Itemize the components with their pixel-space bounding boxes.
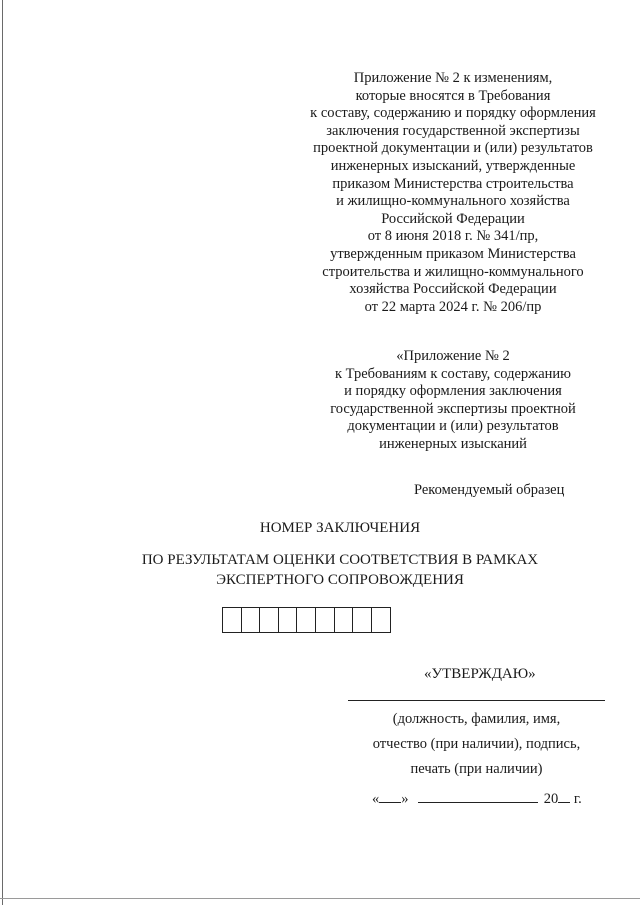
- number-title: НОМЕР ЗАКЛЮЧЕНИЯ: [259, 520, 421, 536]
- annex-header-line: хозяйства Российской Федерации: [349, 281, 557, 298]
- annex-header-line: Приложение № 2 к изменениям,: [353, 70, 553, 86]
- annex-header-line: от 22 марта 2024 г. № 206/пр: [364, 298, 542, 315]
- annex-header-line: от 8 июня 2018 г. № 341/пр,: [367, 228, 539, 245]
- date-line: [372, 788, 582, 808]
- date-open-quote: «: [372, 791, 380, 807]
- number-box[interactable]: [279, 608, 298, 632]
- annex-header-line: и жилищно-коммунального хозяйства: [336, 193, 570, 210]
- annex-header-line: к составу, содержанию и порядку оформления: [310, 105, 596, 122]
- conclusion-number-boxes[interactable]: [222, 607, 391, 633]
- month-blank[interactable]: [418, 788, 538, 803]
- annex-reference-line: и порядку оформления заключения: [344, 383, 562, 400]
- signature-caption-line: (должность, фамилия, имя,: [392, 711, 561, 727]
- signature-line[interactable]: [348, 700, 605, 701]
- annex-header-line: утвержденным приказом Министерства: [330, 245, 576, 262]
- number-box[interactable]: [316, 608, 335, 632]
- annex-header-line: проектной документации и (или) результатов: [313, 140, 593, 157]
- year-prefix: 20: [543, 791, 559, 807]
- number-box[interactable]: [372, 608, 391, 632]
- annex-header-line: заключения государственной экспертизы: [326, 122, 580, 139]
- annex-header-line: строительства и жилищно-коммунального: [322, 263, 584, 280]
- approve-label: «УТВЕРЖДАЮ»: [424, 666, 536, 682]
- date-close-quote: »: [401, 791, 409, 807]
- annex-reference: [290, 348, 616, 454]
- number-box[interactable]: [242, 608, 261, 632]
- annex-reference-line: документации и (или) результатов: [347, 418, 559, 435]
- number-box[interactable]: [260, 608, 279, 632]
- scan-edge-bottom: [0, 898, 640, 899]
- annex-header: [290, 70, 616, 316]
- annex-reference-line: к Требованиям к составу, содержанию: [334, 365, 571, 382]
- signature-caption: [348, 707, 605, 782]
- signature-caption-line: отчество (при наличии), подпись,: [372, 736, 581, 752]
- sample-label: Рекомендуемый образец: [414, 482, 565, 498]
- annex-header-line: которые вносятся в Требования: [355, 87, 551, 104]
- number-box[interactable]: [353, 608, 372, 632]
- number-box[interactable]: [297, 608, 316, 632]
- year-blank[interactable]: [558, 788, 570, 803]
- annex-header-line: Российской Федерации: [381, 210, 525, 227]
- assessment-title-line: ЭКСПЕРТНОГО СОПРОВОЖДЕНИЯ: [216, 572, 464, 588]
- scan-border-left: [2, 0, 3, 905]
- annex-header-line: приказом Министерства строительства: [332, 175, 574, 192]
- number-box[interactable]: [335, 608, 354, 632]
- assessment-title: [110, 550, 570, 590]
- annex-reference-line: государственной экспертизы проектной: [330, 400, 576, 417]
- annex-reference-line: инженерных изысканий: [379, 435, 527, 452]
- year-suffix: г.: [573, 791, 582, 807]
- signature-caption-line: печать (при наличии): [410, 761, 543, 777]
- annex-header-line: инженерных изысканий, утвержденные: [330, 157, 576, 174]
- assessment-title-line: ПО РЕЗУЛЬТАТАМ ОЦЕНКИ СООТВЕТСТВИЯ В РАМКАХ: [141, 552, 539, 568]
- annex-reference-line: «Приложение № 2: [396, 348, 510, 364]
- day-blank[interactable]: [379, 788, 401, 803]
- number-box[interactable]: [223, 608, 242, 632]
